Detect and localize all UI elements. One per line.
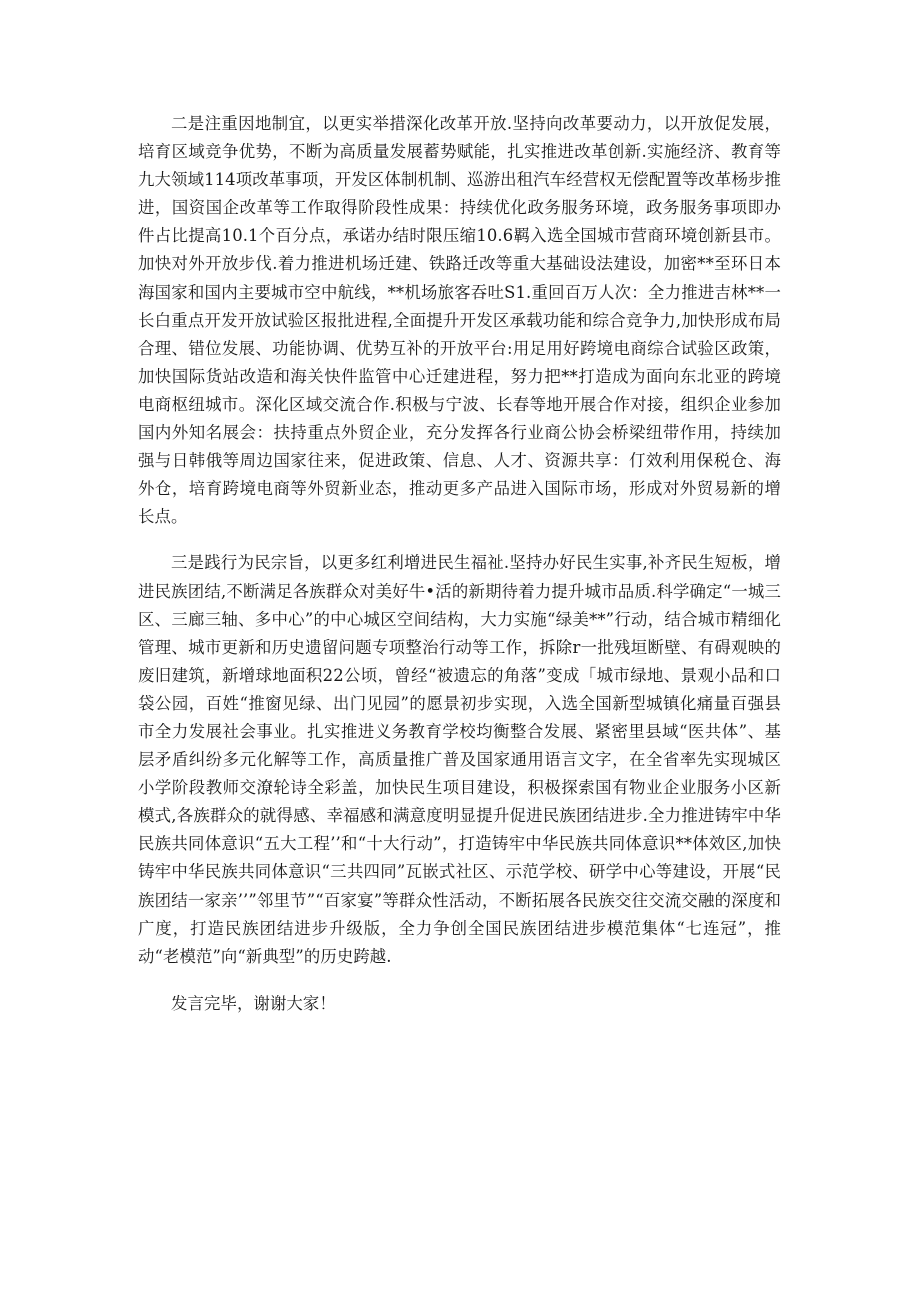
paragraph-livelihood: 三是践行为民宗旨，以更多红利增进民生福祉.坚持办好民生实事,补齐民生短板，增进民族团结,不断满足各族群众对美好牛•活的新期待着力提升城市品质.科学确定“一城三区、三廊三轴、多中心”的中心城区空间结构，大力实施“绿美**”行动，结合城市精细化管理、城市更新和历史遗留问题专项整治行动等工作，拆除r一批残垣断壁、有碍观映的废旧建筑，新增球地面积22公顷，曾经“被遗忘的角落”变成「城市绿地、景观小品和口袋公园，百姓“推窗见绿、出门见园”的愿景初步实现，入选全国新型城镇化痛量百强县市全力发展社会事业。扎实推进义务教育学校均衡整合发展、紧密里县域“医共体”、基层矛盾纠纷多元化解等工作，高质量推广普及国家通用语言文字，在全省率先实现城区小学阶段教师交潦轮诗全彩盖，加快民生项目建设，积极探索国有物业企业服务小区新模式,各族群众的就得感、幸福感和满意度明显提升促进民族团结进步.全力推进铸牢中华民族共同体意识“五大工程’’和“十大行动”，打造铸牢中华民族共同体意识**体效区,加快铸牢中华民族共同体意识“三共四同”瓦嵌式社区、示范学校、研学中心等建设，开展“民族团结一家亲’’”邻里节”“百家宴”等群众性活动，不断拓展各民族交往交流交融的深度和广度，打造民族团结进步升级版，全力争创全国民族团结进步模范集体“七连冠”，推动“老模范”向“新典型”的历史跨越. <box>138 553 781 966</box>
paragraph-reform-opening: 二是注重因地制宜，以更实举措深化改革开放.坚持向改革要动力，以开放促发展，培育区域竞争优势，不断为高质量发展蓄势赋能，扎实推进改革创新.实施经济、教育等九大领域114项改革事项，开发区体制机制、巡游出租汽车经营权无偿配置等改革杨步推进，国资国企改革等工作取得阶段性成果：持续优化政务服务环境，政务服务事项即办件占比提高10.1个百分点，承诺办结时限压缩10.6羁入选全国城市营商环境创新县市。加快对外开放步伐.着力推进机场迁建、铁路迁改等重大基础设法建设，加密**至环日本海国家和国内主要城市空中航线，**机场旅客吞吐S1.重回百万人次：全力推进吉林**一长白重点开发开放试验区报批进程,全面提升开发区承载功能和综合竞争力,加快形成布局合理、错位发展、功能协调、优势互补的开放平台:用足用好跨境电商综合试验区政策，加快国际货站改造和海关快件监管中心迁建进程，努力把**打造成为面向东北亚的跨境电商枢纽城市。深化区域交流合作.积极与宁波、长春等地开展合作对接，组织企业参加国内外知名展会：扶持重点外贸企业，充分发挥各行业商公协会桥梁纽带作用，持续加强与日韩俄等周边国家往来，促进政策、信息、人才、资源共享：仃效利用保税仓、海外仓，培育跨境电商等外贸新业态，推动更多产品进入国际市场，形成对外贸易新的增长点。 <box>138 114 781 527</box>
paragraph-closing: 发言完毕，谢谢大家！ <box>171 993 336 1013</box>
document-page <box>138 110 781 1018</box>
